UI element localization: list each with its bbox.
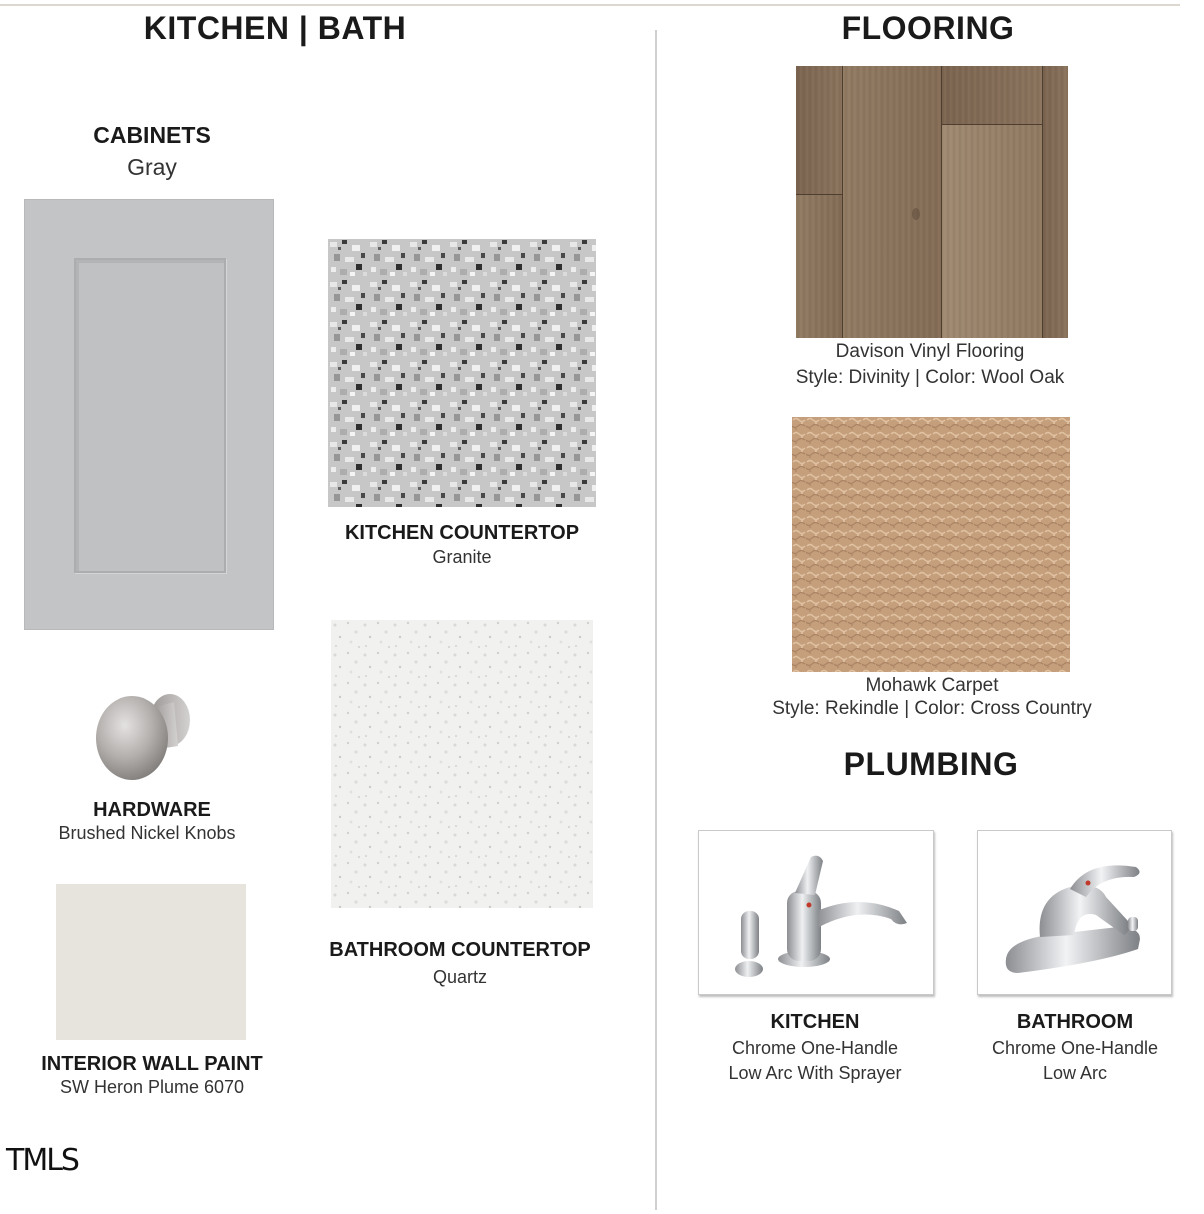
bathroom-faucet-image — [977, 830, 1172, 995]
kitchen-bath-heading: KITCHEN | BATH — [143, 10, 407, 46]
top-rule — [0, 4, 1180, 6]
kitchen-faucet-line1: Chrome One-Handle — [731, 1038, 899, 1058]
vinyl-flooring-style: Style: Divinity | Color: Wool Oak — [795, 367, 1065, 388]
granite-texture — [328, 239, 596, 507]
cabinet-door-panel — [74, 258, 226, 573]
cabinets-title: CABINETS — [93, 122, 211, 148]
hardware-title: HARDWARE — [93, 799, 211, 821]
cabinet-door-swatch — [24, 199, 274, 630]
bathroom-faucet-line2: Low Arc — [1042, 1063, 1108, 1083]
bathroom-countertop-value: Quartz — [432, 967, 488, 987]
paint-title: INTERIOR WALL PAINT — [41, 1053, 263, 1075]
bathroom-faucet-title: BATHROOM — [1016, 1011, 1134, 1033]
paint-swatch — [56, 884, 246, 1040]
column-divider — [655, 30, 657, 1210]
bathroom-faucet-icon — [978, 831, 1171, 994]
kitchen-countertop-title: KITCHEN COUNTERTOP — [344, 522, 580, 544]
brushed-nickel-knob-icon — [92, 688, 196, 784]
vinyl-flooring-name: Davison Vinyl Flooring — [835, 341, 1025, 362]
tmls-watermark: TMLS — [6, 1143, 78, 1178]
carpet-texture — [792, 417, 1070, 672]
carpet-swatch — [792, 417, 1070, 672]
granite-swatch — [328, 239, 596, 507]
paint-value: SW Heron Plume 6070 — [59, 1077, 245, 1097]
wood-plank-texture — [796, 66, 1068, 338]
vinyl-flooring-swatch — [796, 66, 1068, 338]
kitchen-faucet-icon — [699, 831, 933, 994]
quartz-texture — [331, 620, 593, 908]
plumbing-heading: PLUMBING — [843, 746, 1019, 782]
carpet-style: Style: Rekindle | Color: Cross Country — [772, 698, 1092, 719]
cabinets-value: Gray — [127, 154, 177, 180]
flooring-heading: FLOORING — [841, 10, 1015, 46]
kitchen-faucet-title: KITCHEN — [770, 1011, 860, 1033]
bathroom-faucet-line1: Chrome One-Handle — [991, 1038, 1159, 1058]
kitchen-countertop-value: Granite — [432, 547, 492, 567]
quartz-swatch — [331, 620, 593, 908]
kitchen-faucet-line2: Low Arc With Sprayer — [728, 1063, 902, 1083]
carpet-name: Mohawk Carpet — [865, 675, 999, 696]
hardware-value: Brushed Nickel Knobs — [58, 823, 236, 843]
kitchen-faucet-image — [698, 830, 934, 995]
bathroom-countertop-title: BATHROOM COUNTERTOP — [329, 939, 591, 961]
